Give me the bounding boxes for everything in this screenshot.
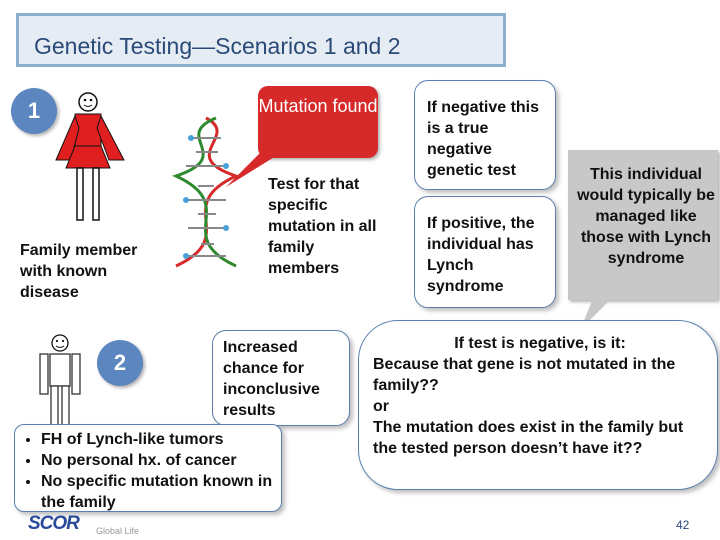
- increased-chance-card: [212, 330, 350, 426]
- logo-subtitle: Global Life: [96, 526, 140, 536]
- scor-logo: SCOR: [28, 513, 79, 534]
- family-member-label: Family member with known disease: [20, 242, 138, 301]
- scenario-2-badge: 2: [97, 340, 143, 386]
- negative-result-card: [414, 80, 556, 190]
- criteria-item: • No personal hx. of cancer: [41, 450, 281, 471]
- test-instruction: Test for that specific mutation in all family members: [268, 176, 377, 277]
- question-or: or: [373, 398, 389, 415]
- question-heading: If test is negative, is it:: [454, 335, 626, 352]
- negative-result-text: If negative this is a true negative genetic test: [427, 99, 540, 179]
- family-member-figure: [44, 90, 140, 226]
- mutation-found-callout: Mutation found: [258, 86, 378, 158]
- increased-chance-text: Increased chance for inconclusive results: [223, 339, 320, 419]
- positive-result-text: If positive, the individual has Lynch syndrome: [427, 215, 535, 295]
- criteria-list: [15, 425, 281, 513]
- slide-title: Genetic Testing—Scenarios 1 and 2: [34, 33, 401, 59]
- question-option-2: The mutation does exist in the family but the tested person doesn’t have it??: [373, 419, 684, 457]
- negative-question-card: [358, 320, 718, 490]
- criteria-card: [14, 424, 282, 512]
- positive-result-card: [414, 196, 556, 308]
- page-number: 42: [676, 518, 690, 532]
- criteria-item: • FH of Lynch-like tumors: [41, 429, 281, 450]
- tested-person-figure: [36, 334, 86, 430]
- management-text: This individual would typically be managed like those with Lynch syndrome: [577, 166, 715, 267]
- dna-helix-image: [146, 116, 266, 268]
- scenario-1-badge: 1: [11, 88, 57, 134]
- question-option-1: Because that gene is not mutated in the family??: [373, 356, 676, 394]
- criteria-item: • No specific mutation known in the family: [41, 471, 281, 513]
